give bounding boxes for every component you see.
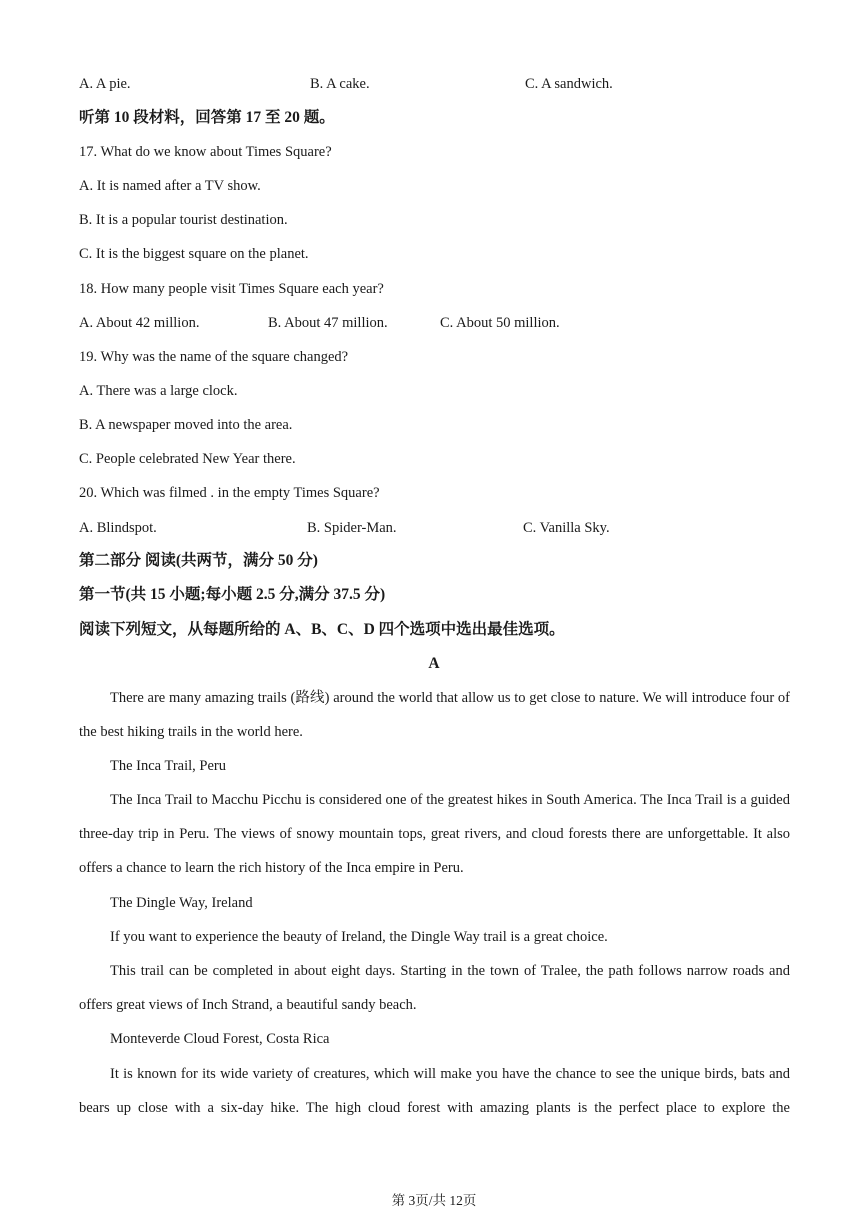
q19-question: 19. Why was the name of the square changed? [79, 349, 349, 365]
q19-option-b: B. A newspaper moved into the area. [79, 417, 293, 433]
q16-option-c: C. A sandwich. [525, 76, 613, 92]
passage-intro: There are many amazing trails (路线) around the world that allow us to get close to nature. We will introduce four of the best hiking trails in the world here. [79, 690, 790, 741]
q18-option-a: A. About 42 million. [79, 315, 200, 331]
q19-option-a: A. There was a large clock. [79, 383, 238, 399]
reading-instructions: 阅读下列短文，从每题所给的 A、B、C、D 四个选项中选出最佳选项。 [79, 621, 565, 638]
q18-option-c: C. About 50 million. [440, 315, 560, 331]
q17-option-c: C. It is the biggest square on the planet. [79, 246, 309, 262]
monteverde-text: It is known for its wide variety of creatures, which will make you have the chance to see the unique birds, bats and bears up close with a six-day hike. The high cloud forest with amazing plants is the perfect place to explore the [79, 1066, 790, 1117]
q18-option-b: B. About 47 million. [268, 315, 388, 331]
q19-option-c: C. People celebrated New Year there. [79, 451, 296, 467]
q20-option-c: C. Vanilla Sky. [523, 520, 610, 536]
q17-option-b: B. It is a popular tourist destination. [79, 212, 288, 228]
q18-question: 18. How many people visit Times Square each year? [79, 281, 384, 297]
section1-title: 第一节(共 15 小题;每小题 2.5 分,满分 37.5 分) [79, 586, 386, 603]
section10-header: 听第 10 段材料，回答第 17 至 20 题。 [79, 109, 335, 126]
dingle-way-text-1: If you want to experience the beauty of Ireland, the Dingle Way trail is a great choice. [110, 929, 608, 945]
q17-option-a: A. It is named after a TV show. [79, 178, 261, 194]
part2-title: 第二部分 阅读(共两节，满分 50 分) [79, 552, 318, 569]
q20-option-b: B. Spider-Man. [307, 520, 397, 536]
inca-trail-text: The Inca Trail to Macchu Picchu is considered one of the greatest hikes in South America. The Inca Trail is a guided three-day trip in Peru. The views of snowy mountain tops, great rivers, and cloud forests there are unforgettable. It also offers a chance to learn the rich history of the Inca empire in Peru. [79, 792, 790, 877]
q20-option-a: A. Blindspot. [79, 520, 157, 536]
page-footer: 第 3页/共 12页 [391, 1193, 477, 1208]
monteverde-title: Monteverde Cloud Forest, Costa Rica [110, 1031, 330, 1047]
q20-question: 20. Which was filmed . in the empty Times Square? [79, 485, 380, 501]
q16-option-a: A. A pie. [79, 76, 131, 92]
inca-trail-title: The Inca Trail, Peru [110, 758, 226, 774]
q16-option-b: B. A cake. [310, 76, 370, 92]
dingle-way-text-2: This trail can be completed in about eight days. Starting in the town of Tralee, the path follows narrow roads and offers great views of Inch Strand, a beautiful sandy beach. [79, 963, 790, 1014]
q17-question: 17. What do we know about Times Square? [79, 144, 332, 160]
dingle-way-title: The Dingle Way, Ireland [110, 895, 253, 911]
passage-label: A [428, 655, 440, 672]
